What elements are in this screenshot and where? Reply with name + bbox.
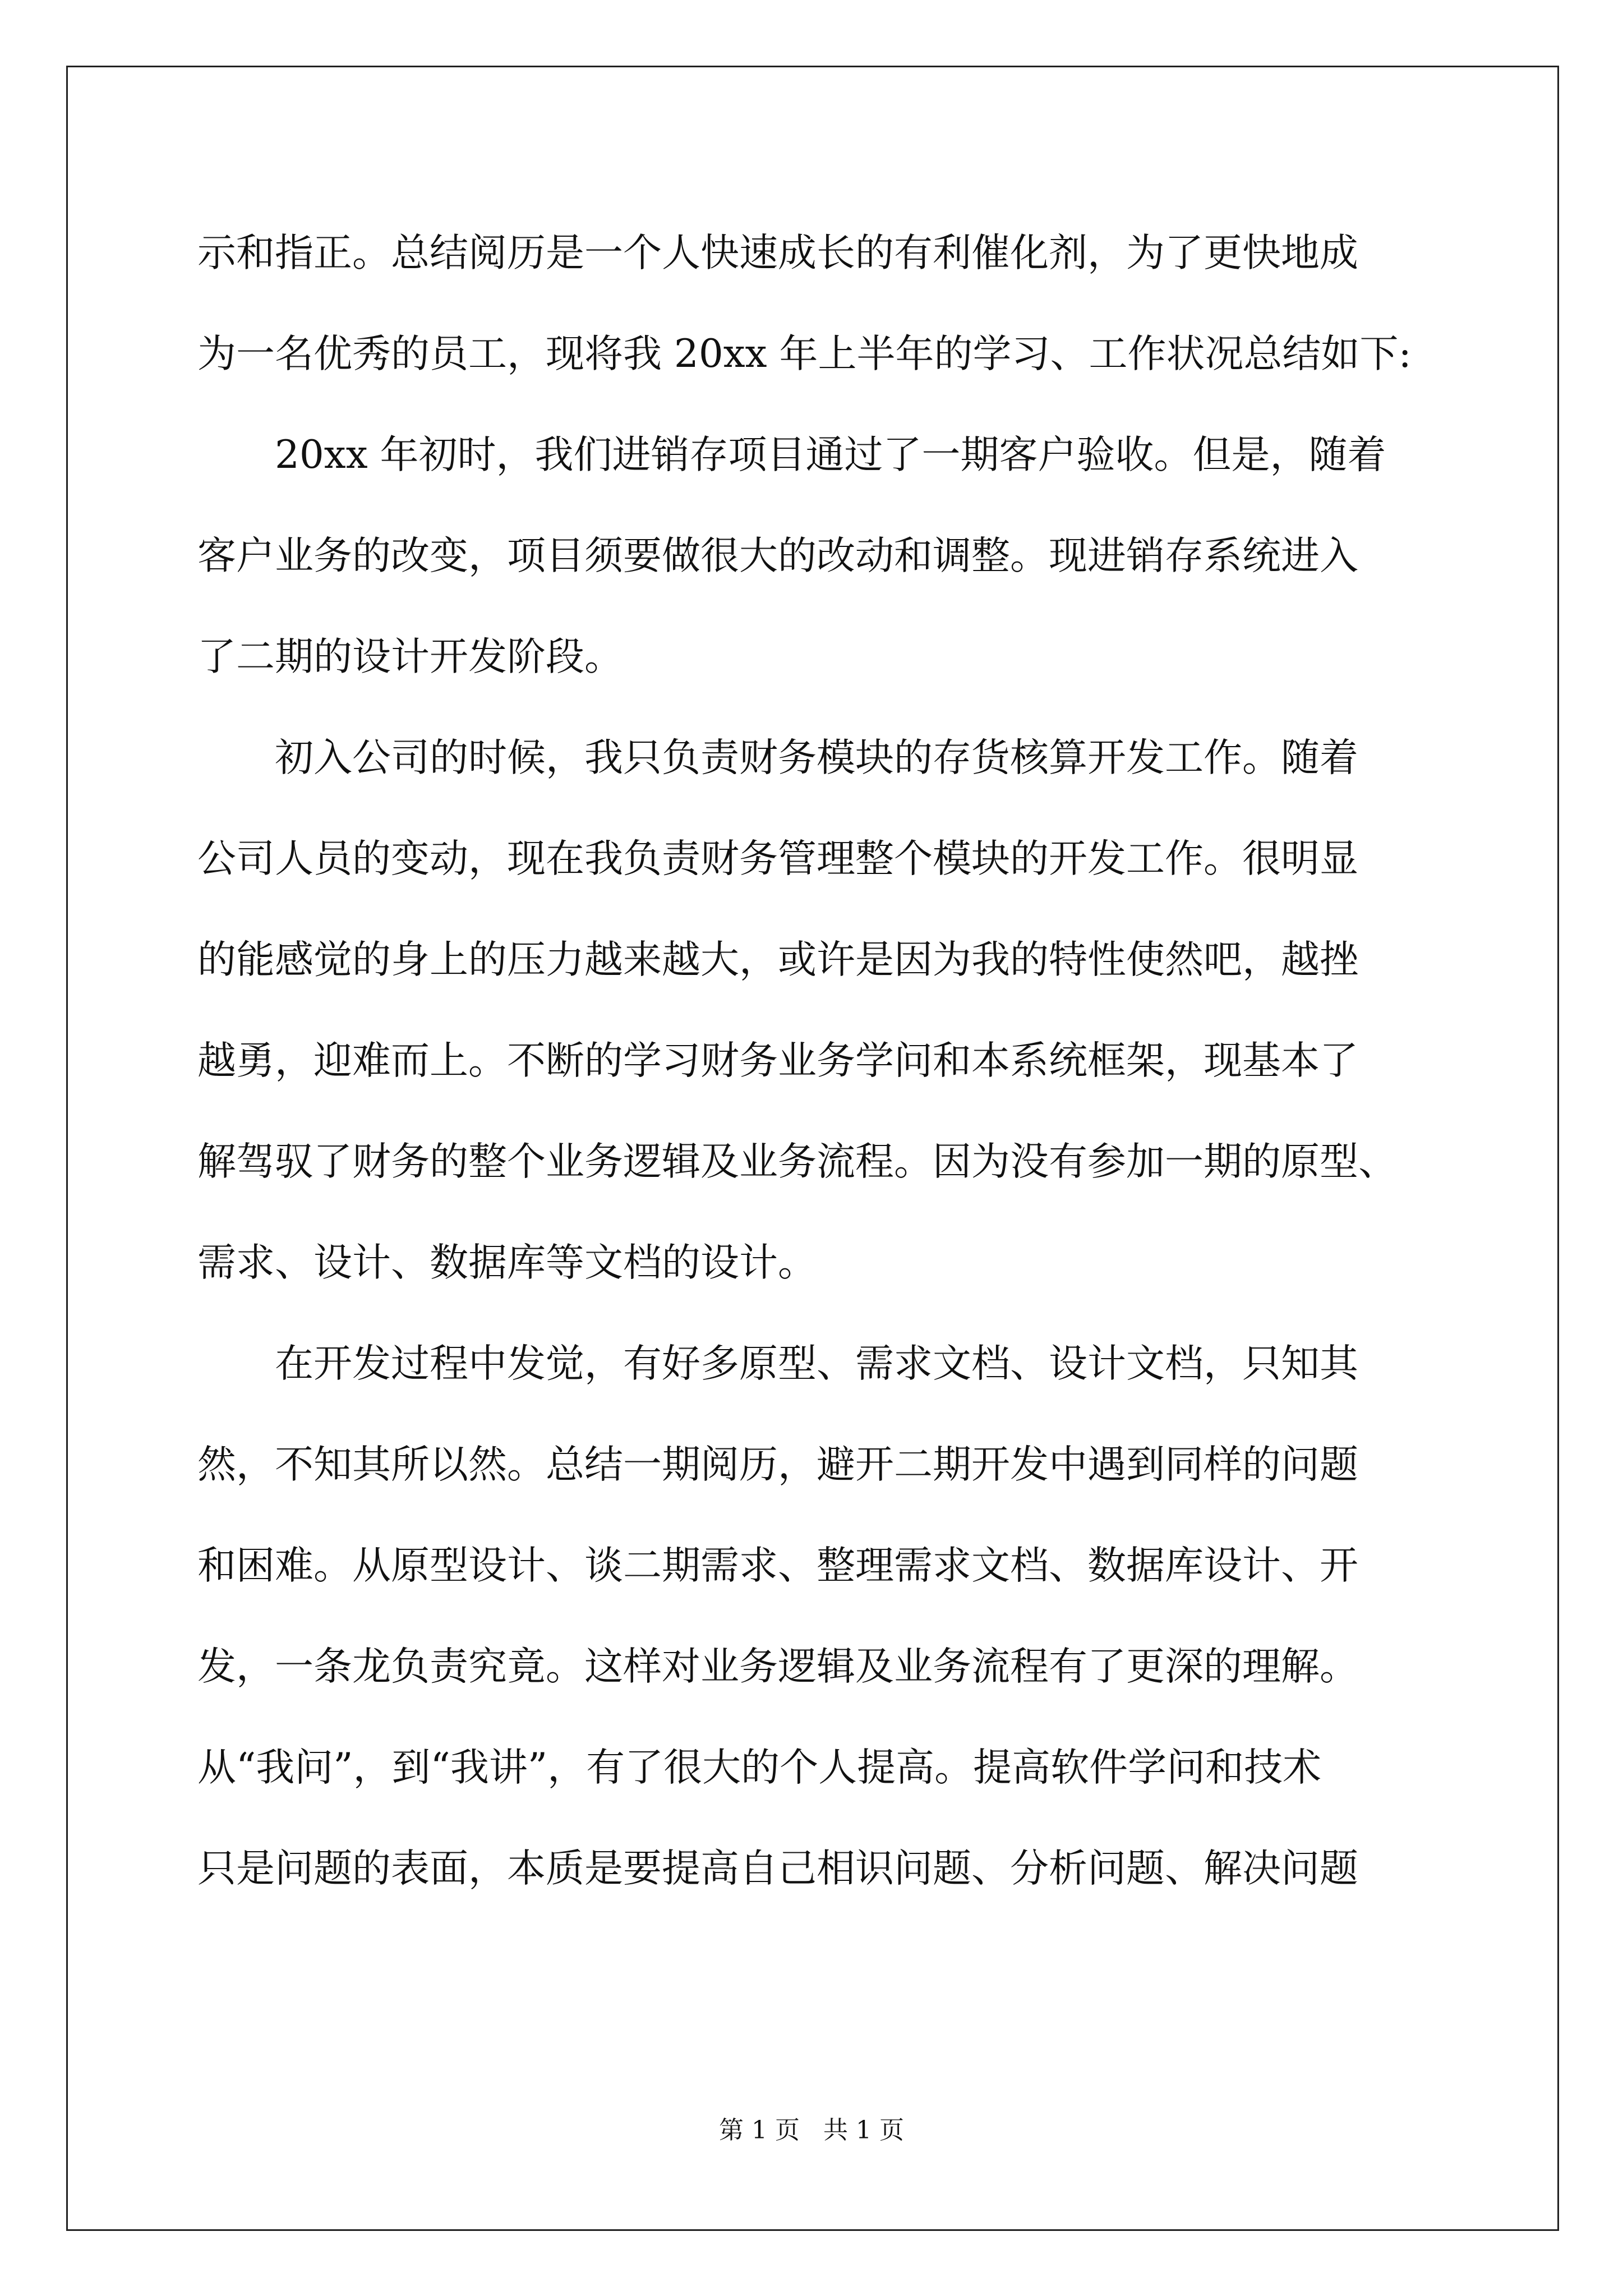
text-line: 示和指正。总结阅历是一个人快速成长的有利催化剂，为了更快地成: [197, 231, 1358, 275]
text-line: 和困难。从原型设计、谈二期需求、整理需求文档、数据库设计、开: [197, 1543, 1358, 1588]
text-line: 了二期的设计开发阶段。: [197, 634, 623, 679]
paragraph-start-line: 初入公司的时候，我只负责财务模块的存货核算开发工作。随着: [275, 735, 1358, 780]
text-line: 的能感觉的身上的压力越来越大，或许是因为我的特性使然吧，越挫: [197, 937, 1358, 982]
text-line: 客户业务的改变，项目须要做很大的改动和调整。现进销存系统进入: [197, 533, 1358, 578]
page-footer: 第 1 页 共 1 页: [719, 2116, 904, 2145]
text-line: 公司人员的变动，现在我负责财务管理整个模块的开发工作。很明显: [197, 836, 1358, 881]
text-line: 为一名优秀的员工，现将我 20xx 年上半年的学习、工作状况总结如下:: [197, 332, 1412, 376]
paragraph-start-line: 在开发过程中发觉，有好多原型、需求文档、设计文档，只知其: [275, 1341, 1358, 1386]
text-line: 需求、设计、数据库等文档的设计。: [197, 1240, 817, 1285]
text-line: 只是问题的表面，本质是要提高自己相识问题、分析问题、解决问题: [197, 1846, 1358, 1891]
text-line: 越勇，迎难而上。不断的学习财务业务学问和本系统框架，现基本了: [197, 1038, 1358, 1083]
paragraph-start-line: 20xx 年初时，我们进销存项目通过了一期客户验收。但是，随着: [275, 432, 1386, 477]
text-line: 然，不知其所以然。总结一期阅历，避开二期开发中遇到同样的问题: [197, 1442, 1358, 1487]
text-line: 解驾驭了财务的整个业务逻辑及业务流程。因为没有参加一期的原型、: [197, 1139, 1397, 1184]
text-line: 发，一条龙负责究竟。这样对业务逻辑及业务流程有了更深的理解。: [197, 1644, 1358, 1689]
text-line: 从“我问”，到“我讲”，有了很大的个人提高。提高软件学问和技术: [197, 1745, 1322, 1790]
